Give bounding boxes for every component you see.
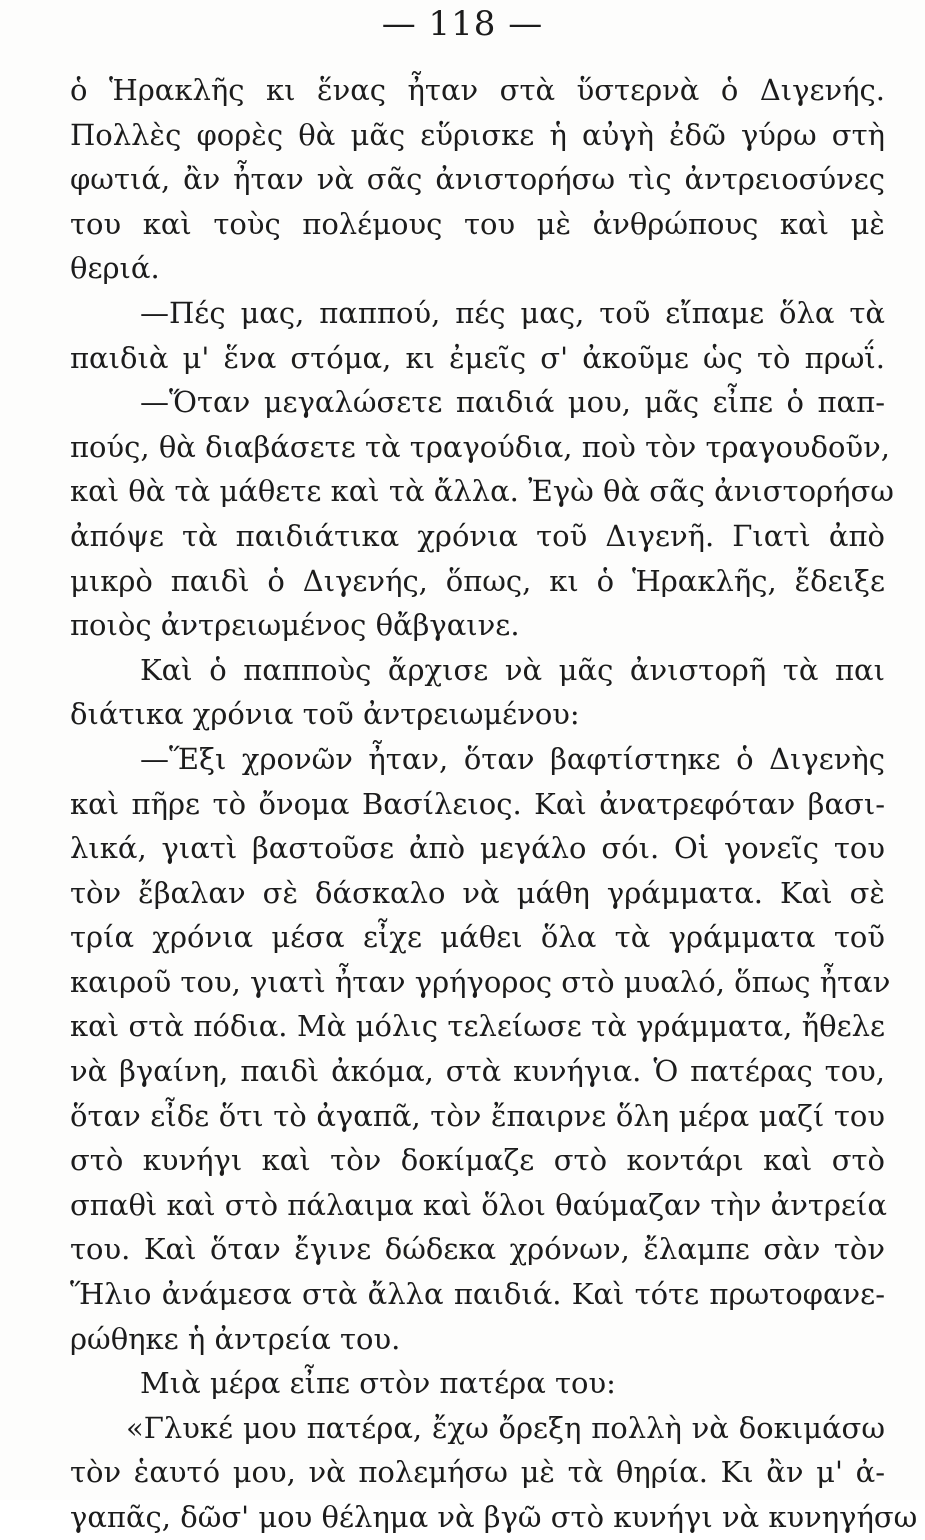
text-line: καὶ θὰ τὰ μάθετε καὶ τὰ ἄλλα. Ἐγὼ θὰ σᾶς ἀνιστορήσω [70,474,894,509]
text-line: ὁ Ἡρακλῆς κι ἕνας ἦταν στὰ ὕστερνὰ ὁ Διγενής. [70,73,885,107]
text-line: ὅταν εἶδε ὅτι τὸ ἀγαπᾶ, τὸν ἔπαιρνε ὅλη μέρα μαζί του [70,1098,885,1133]
text-line: καιροῦ του, γιατὶ ἦταν γρήγορος στὸ μυαλό, ὅπως ἦταν [70,964,891,999]
text-line: καὶ πῆρε τὸ ὄνομα Βασίλειος. Καὶ ἀνατρεφόταν βασι- [70,786,885,821]
text-line: φωτιά, ἂν ἦταν νὰ σᾶς ἀνιστορήσω τὶς ἀντρειοσύνες [70,162,885,197]
text-line: τὸν ἔβαλαν σὲ δάσκαλο νὰ μάθη γράμματα. Καὶ σὲ [70,875,885,910]
text-line: —Ἕξι χρονῶν ἦταν, ὅταν βαφτίστηκε ὁ Διγενὴς [140,741,885,776]
text-line: τρία χρόνια μέσα εἶχε μάθει ὅλα τὰ γράμματα τοῦ [70,920,885,955]
text-line: ποιὸς ἀντρειωμένος θἄβγαινε. [70,608,520,643]
text-line: παιδιὰ μ' ἕνα στόμα, κι ἐμεῖς σ' ἀκοῦμε ὡς τὸ πρωΐ. [70,340,885,375]
text-line: Καὶ ὁ παπποὺς ἄρχισε νὰ μᾶς ἀνιστορῆ τὰ παι [140,652,885,687]
text-line: θεριά. [70,251,160,286]
text-line: μικρὸ παιδὶ ὁ Διγενής, ὅπως, κι ὁ Ἡρακλῆς, ἔδειξε [70,563,885,598]
text-line: Ἥλιο ἀνάμεσα στὰ ἄλλα παιδιά. Καὶ τότε πρωτοφανε- [70,1277,885,1312]
text-line: σπαθὶ καὶ στὸ πάλαιμα καὶ ὅλοι θαύμαζαν τὴν ἀντρεία [70,1187,887,1222]
page-number: — 118 — [381,4,544,44]
text-line: λικά, γιατὶ βαστοῦσε ἀπὸ μεγάλο σόι. Οἱ γονεῖς του [70,831,885,866]
text-line: νὰ βγαίνη, παιδὶ ἀκόμα, στὰ κυνήγια. Ὁ πατέρας του, [70,1054,885,1089]
text-line: πούς, θὰ διαβάσετε τὰ τραγούδια, ποὺ τὸν τραγουδοῦν, [70,429,890,464]
text-line: τὸν ἑαυτό μου, νὰ πολεμήσω μὲ τὰ θηρία. Κι ἂν μ' ἀ- [70,1455,885,1490]
text-line: «Γλυκέ μου πατέρα, ἔχω ὄρεξη πολλὴ νὰ δοκιμάσω [126,1410,885,1445]
text-line: διάτικα χρόνια τοῦ ἀντρειωμένου: [70,697,580,732]
text-line: Πολλὲς φορὲς θὰ μᾶς εὕρισκε ἡ αὐγὴ ἐδῶ γύρω στὴ [70,117,885,152]
text-line: ἀπόψε τὰ παιδιάτικα χρόνια τοῦ Διγενῆ. Γιατὶ ἀπὸ [70,518,885,553]
text-line: ρώθηκε ἡ ἀντρεία του. [70,1321,401,1356]
text-line: του. Καὶ ὅταν ἔγινε δώδεκα χρόνων, ἔλαμπε σὰν τὸν [70,1232,885,1267]
text-line: —Ὅταν μεγαλώσετε παιδιά μου, μᾶς εἶπε ὁ παπ- [140,385,885,420]
text-line: Μιὰ μέρα εἶπε στὸν πατέρα του: [140,1366,616,1401]
text-line: καὶ στὰ πόδια. Μὰ μόλις τελείωσε τὰ γράμματα, ἤθελε [70,1009,885,1044]
text-line: στὸ κυνήγι καὶ τὸν δοκίμαζε στὸ κοντάρι καὶ στὸ [70,1143,885,1178]
text-line: του καὶ τοὺς πολέμους του μὲ ἀνθρώπους καὶ μὲ [70,206,885,241]
body-text [70,68,918,1540]
text-line: γαπᾶς, δῶσ' μου θέλημα νὰ βγῶ στὸ κυνήγι νὰ κυνηγήσω [70,1500,918,1534]
text-line: —Πές μας, παππού, πές μας, τοῦ εἴπαμε ὅλα τὰ [140,295,885,330]
